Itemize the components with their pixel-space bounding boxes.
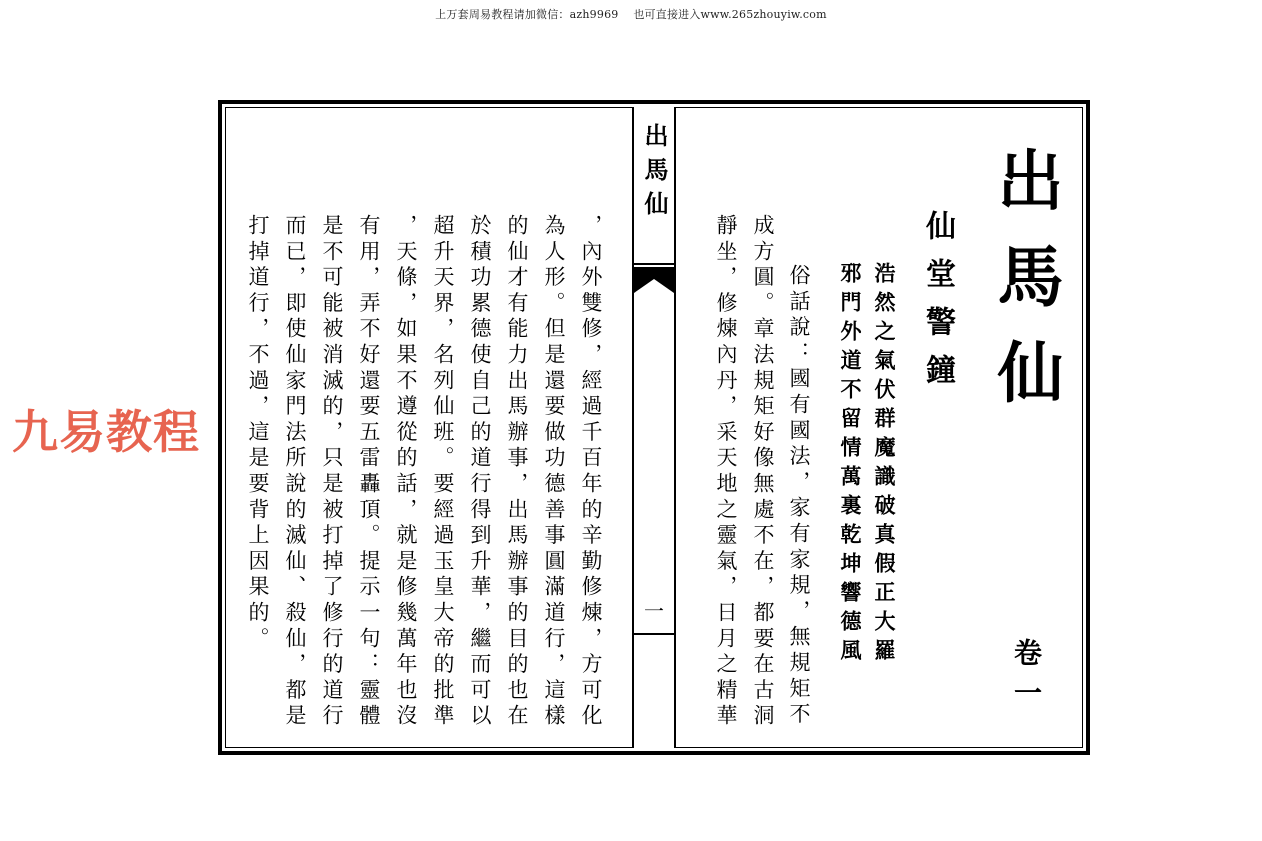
header-note: 上万套周易教程请加微信：azh9969 也可直接进入www.265zhouyiw.com xyxy=(435,8,827,21)
left-body-line-2: 為人形。但是還要做功德善事圓滿道行，這樣 xyxy=(542,214,566,730)
spine-page-number: 一 xyxy=(644,599,664,623)
left-body-line-6: ，天條，如果不遵從的話，就是修幾萬年也沒 xyxy=(394,214,418,730)
right-body-line-3: 靜坐，修煉內丹，采天地之靈氣，日月之精華 xyxy=(714,214,738,730)
left-body-line-10: 打掉道行，不過，這是要背上因果的。 xyxy=(246,214,270,653)
left-body-line-3: 的仙才有能力出馬辦事，出馬辦事的目的也在 xyxy=(505,214,529,730)
left-body-line-7: 有用，弄不好還要五雷轟頂。提示一句：靈體 xyxy=(357,214,381,730)
spine-divider-bottom xyxy=(634,633,674,635)
left-body-line-8: 是不可能被消滅的，只是被打掉了修行的道行 xyxy=(320,214,344,730)
spine-title: 出馬仙 xyxy=(640,123,669,225)
spine-divider-top xyxy=(634,263,674,265)
book-subtitle: 仙堂警鐘 xyxy=(920,210,955,402)
poem-line-1: 浩然之氣伏群魔識破真假正大羅 xyxy=(872,262,897,668)
left-body-line-5: 超升天界，名列仙班。要經過玉皇大帝的批準 xyxy=(431,214,455,730)
book-spine xyxy=(632,107,676,748)
fishtail-mark-icon xyxy=(634,267,674,293)
right-body-line-2: 成方圓。章法規矩好像無處不在，都要在古洞 xyxy=(751,214,775,730)
left-body-line-4: 於積功累德使自己的道行得到升華，繼而可以 xyxy=(468,214,492,730)
left-body-line-9: 而已，即使仙家門法所說的滅仙、殺仙，都是 xyxy=(283,214,307,730)
left-body-line-1: ，內外雙修，經過千百年的辛勤修煉，方可化 xyxy=(579,214,603,730)
poem-line-2: 邪門外道不留情萬裏乾坤響德風 xyxy=(838,262,863,668)
book-title: 出馬仙 xyxy=(986,146,1064,434)
right-body-line-1: 俗話說：國有國法，家有家規，無規矩不 xyxy=(787,264,811,729)
watermark-logo: 九易教程 xyxy=(12,405,200,459)
volume-label: 卷一 xyxy=(1010,638,1043,718)
